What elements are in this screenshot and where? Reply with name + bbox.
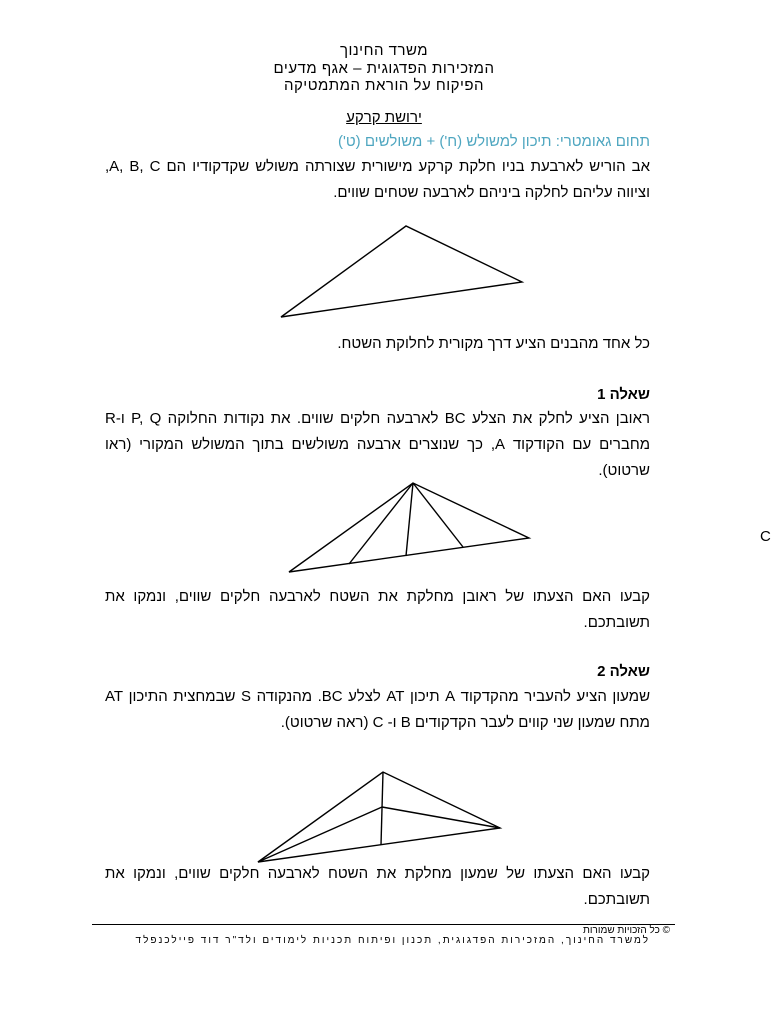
triangle-abc-median: [258, 772, 500, 862]
question1-text: ראובן הציע לחלק את הצלע BC לארבעה חלקים שווים. את נקודות החלוקה P, Q ו-R מחברים עם הקודקוד A, כך שנוצרים ארבעה משולשים בתוך המשולש המקורי (ראו שרטוט).: [105, 410, 651, 479]
question2-task: קבעו האם הצעתו של שמעון מחלקת את השטח לארבעה חלקים שווים, ונמקו את תשובתכם.: [105, 865, 650, 908]
question2-text: שמעון הציע להעביר מהקדקוד A תיכון AT לצלע BC. מהנקודה S שבמחצית התיכון AT מתח שמעון שני קווים לעבר הקדקודים B ו- C (ראה שרטוט).: [105, 688, 651, 731]
median-at: [381, 772, 383, 845]
footer-credit: למשרד החינוך, המזכירות הפדגוגית, תכנון ופיתוח תכניות לימודים ולד"ר דוד פיילכנפלד: [135, 935, 650, 946]
question2-title: שאלה 2: [597, 663, 650, 680]
question1-task: קבעו האם הצעתו של ראובן מחלקת את השטח לארבעה חלקים שווים, ונמקו את תשובתכם.: [105, 588, 650, 631]
segment-ap: [349, 483, 413, 564]
footer-copyright: © כל הזכויות שמורות: [583, 925, 670, 936]
segment-sc: [382, 807, 500, 828]
intro-paragraph: אב הוריש לארבעת בניו חלקת קרקע מישורית שצורתה משולש שקדקודיו הם A, B, C, וציווה עליהם לחלקה ביניהם לארבעה שטחים שווים.: [105, 158, 651, 201]
stray-character: C: [760, 528, 771, 545]
triangle-figure-1: [270, 218, 535, 323]
segment-aq: [406, 483, 413, 556]
segment-ar: [413, 483, 463, 547]
domain-line: תחום גאומטרי: תיכון למשולש (ח') + משולשים (ט'): [338, 133, 650, 150]
question1-title: שאלה 1: [597, 386, 650, 403]
triangle-figure-3: [250, 764, 508, 868]
page-title: ירושת קרקע: [346, 109, 422, 126]
ministry-name: משרד החינוך: [339, 42, 429, 59]
supervision-name: הפיקוח על הוראת המתמטיקה: [283, 77, 485, 94]
triangle-figure-2: [280, 476, 538, 578]
department-name: המזכירות הפדגוגית – אגף מדעים: [273, 60, 495, 77]
triangle-abc: [281, 226, 522, 317]
intro-closing: כל אחד מהבנים הציע דרך מקורית לחלוקת השטח.: [337, 335, 650, 352]
